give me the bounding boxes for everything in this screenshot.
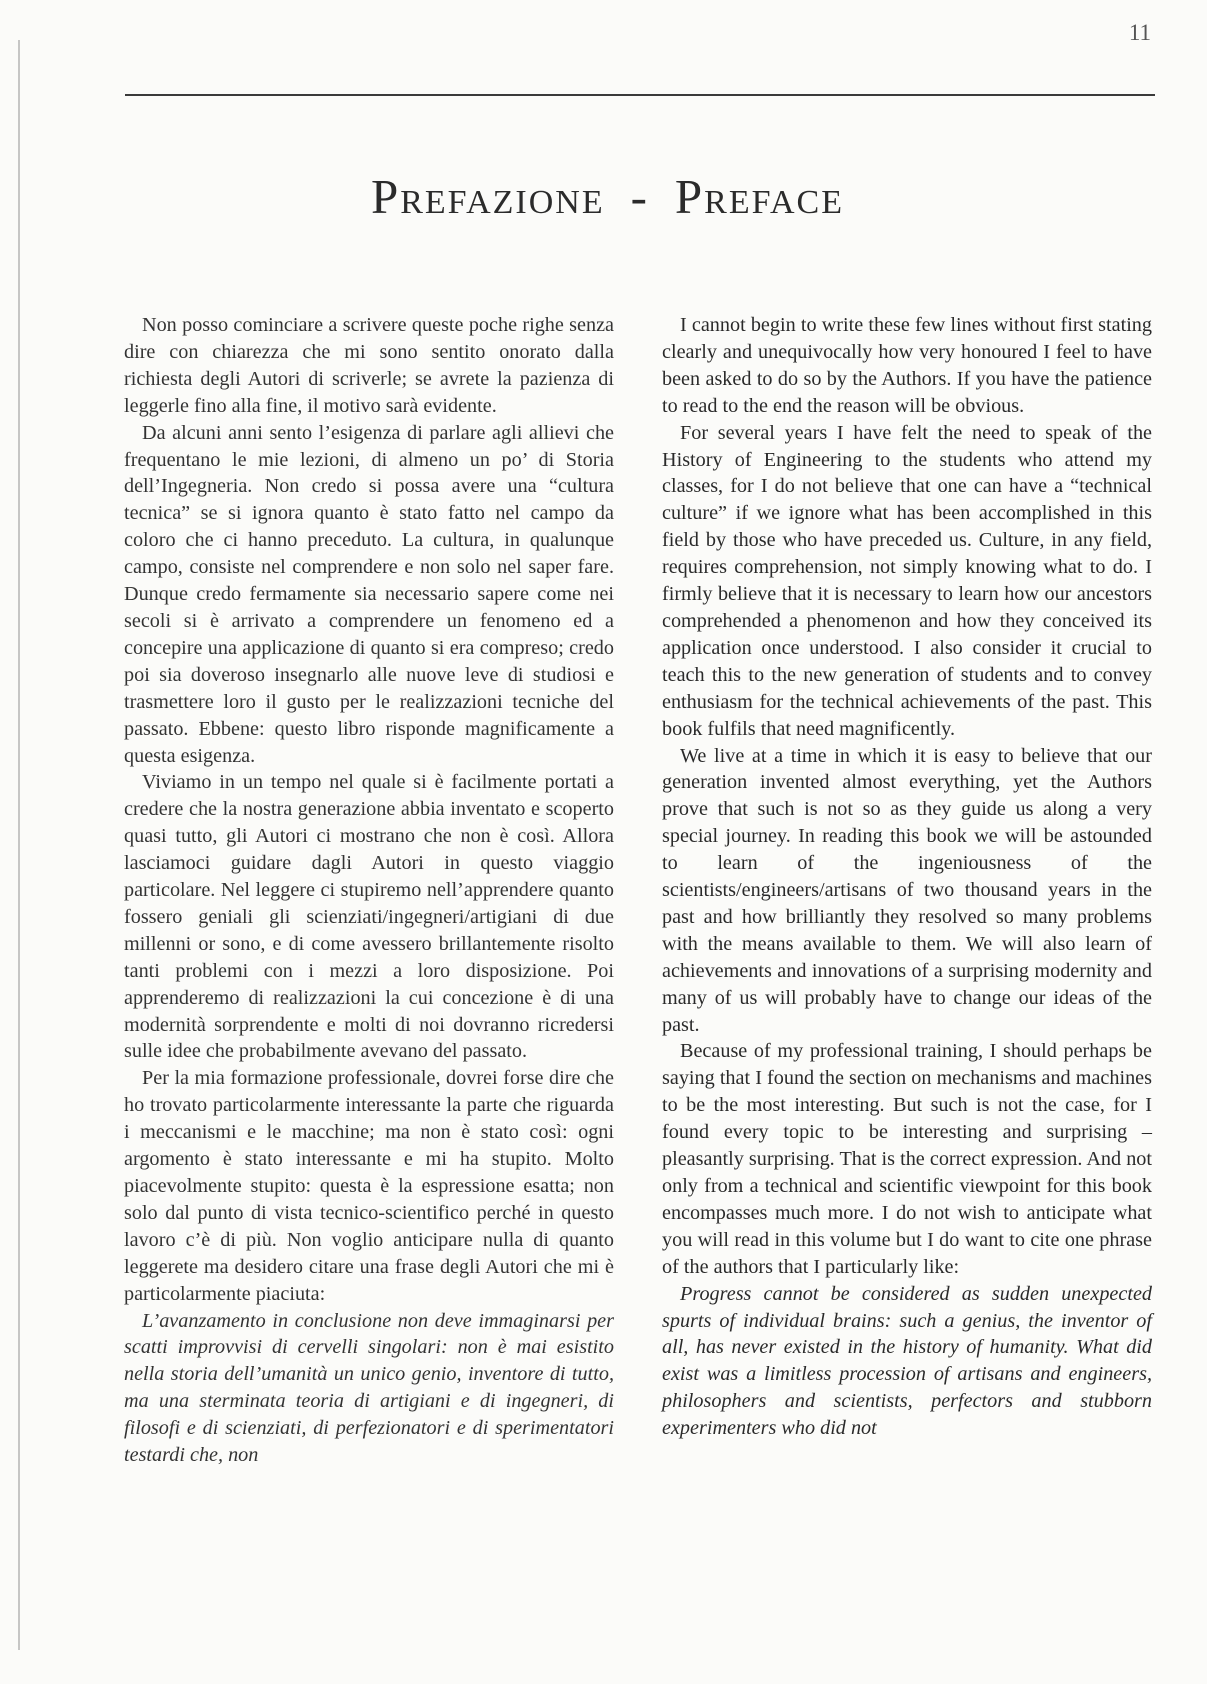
english-column bbox=[662, 312, 1152, 1442]
english-quote: Progress cannot be considered as sudden unexpected spurts of individual brains: such a genius, the inventor of all, has never existed in the history of humanity. What did exist was a limitless procession of artisans and engineers, philosophers and scientists, perfectors and stubborn experimenters who did not bbox=[662, 1282, 1152, 1440]
english-paragraph: For several years I have felt the need to speak of the History of Engineering to the students who attend my classes, for I do not believe that one can have a “technical culture” if we ignore what has been accomplished in this field by those who have preceded us. Culture, in any field, requires comprehension, not simply knowing what to do. I firmly believe that it is necessary to learn how our ancestors comprehended a phenomenon and how they conceived its application once understood. I also consider it crucial to teach this to the new generation of students and to convey enthusiasm for the technical achievements of the past. This book fulfils that need magnificently. bbox=[662, 421, 1152, 740]
page-number: 11 bbox=[1128, 20, 1151, 45]
italian-paragraph: Per la mia formazione professionale, dovrei forse dire che ho trovato particolarmente interessante la parte che riguarda i meccanismi e le macchine; ma non è stato così: ogni argomento è stato interessante e mi ha stupito. Molto piacevolmente stupito: questa è la espressione esatta; non solo dal punto di vista tecnico-scientifico perché in questo lavoro c’è di più. Non voglio anticipare nulla di quanto leggerete ma desidero citare una frase degli Autori che mi è particolarmente piaciuta: bbox=[124, 1067, 614, 1305]
header-rule bbox=[125, 94, 1155, 96]
italian-quote: L’avanzamento in conclusione non deve immaginarsi per scatti improvvisi di cervelli singolari: non è mai esistito nella storia dell’umanità un unico genio, inventore di tutto, ma una sterminata teoria di artigiani e di ingegneri, di filosofi e di scienziati, di perfezionatori e di sperimentatori testardi che, non bbox=[124, 1309, 614, 1467]
title-separator: - bbox=[630, 169, 649, 224]
italian-paragraph: Viviamo in un tempo nel quale si è facilmente portati a credere che la nostra generazione abbia inventato e scoperto quasi tutto, gli Autori ci mostrano che non è così. Allora lasciamoci guidare dagli Autori in questo viaggio particolare. Nel leggere ci stupiremo nell’apprendere quanto fossero geniali gli scienziati/ingegneri/artigiani di due millenni or sono, e di come avessero brillantemente risolto tanti problemi con i mezzi a loro disposizione. Poi apprenderemo di realizzazioni la cui concezione è di una modernità sorprendente e molti di noi dovranno ricredersi sulle idee che probabilmente avevano del passato. bbox=[124, 771, 614, 1063]
title-english: Preface bbox=[674, 169, 845, 224]
italian-paragraph: Da alcuni anni sento l’esigenza di parlare agli allievi che frequentano le mie lezioni, di almeno un po’ di Storia dell’Ingegneria. Non credo si possa avere una “cultura tecnica” se si ignora quanto è stato fatto nel campo da coloro che ci hanno preceduto. La cultura, in qualunque campo, consiste nel comprendere e non solo nel saper fare. Dunque credo fermamente sia necessario sapere come nei secoli si è arrivato a comprendere un fenomeno ed a concepire una applicazione di quanto si era compreso; credo poi sia doveroso insegnarlo alle nuove leve di studiosi e trasmettere loro il gusto per le realizzazioni tecniche del passato. Ebbene: questo libro risponde magnificamente a questa esigenza. bbox=[124, 421, 614, 767]
italian-paragraph: Non posso cominciare a scrivere queste poche righe senza dire con chiarezza che mi sono sentito onorato dalla richiesta degli Autori di scriverle; se avrete la pazienza di leggerle fino alla fine, il motivo sarà evidente. bbox=[124, 314, 614, 417]
title-italian: Prefazione bbox=[370, 169, 605, 224]
english-paragraph: We live at a time in which it is easy to believe that our generation invented almost everything, yet the Authors prove that such is not so as they guide us along a very special journey. In reading this book we will be astounded to learn of the ingeniousness of the scientists/engineers/artisans of two thousand years in the past and how brilliantly they resolved so many problems with the means available to them. We will also learn of achievements and innovations of a surprising modernity and many of us will probably have to change our ideas of the past. bbox=[662, 744, 1152, 1036]
page-title bbox=[0, 168, 1207, 225]
english-paragraph: Because of my professional training, I should perhaps be saying that I found the section on mechanisms and machines to be the most interesting. But such is not the case, for I found every topic to be interesting and surprising – pleasantly surprising. That is the correct expression. And not only from a technical and scientific viewpoint for this book encompasses much more. I do not wish to anticipate what you will read in this volume but I do want to cite one phrase of the authors that I particularly like: bbox=[662, 1040, 1152, 1278]
english-paragraph: I cannot begin to write these few lines without first stating clearly and unequivocally how very honoured I feel to have been asked to do so by the Authors. If you have the patience to read to the end the reason will be obvious. bbox=[662, 314, 1152, 417]
page-binding-edge bbox=[18, 40, 20, 1650]
italian-column bbox=[124, 312, 614, 1469]
